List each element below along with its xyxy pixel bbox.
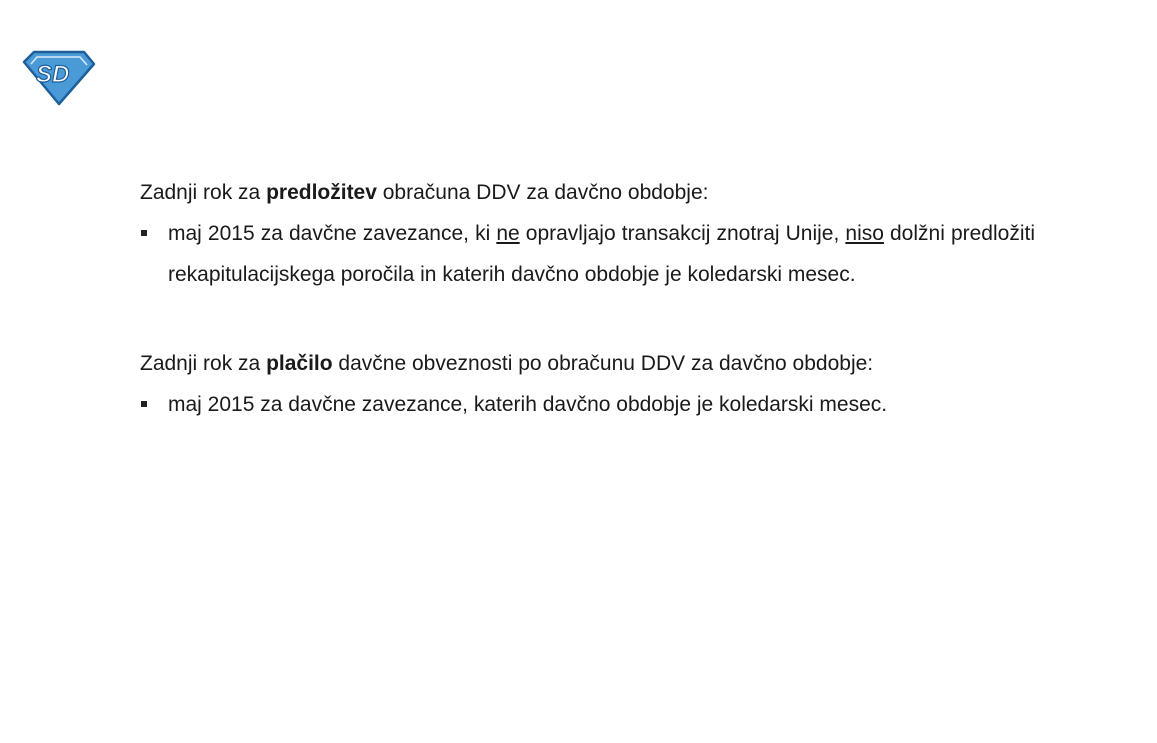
bullet-marker (141, 401, 147, 407)
company-logo (22, 48, 96, 106)
submission-list (140, 213, 1035, 295)
list-item: maj 2015 za davčne zavezance, katerih davčno obdobje je koledarski mesec. (140, 384, 1035, 425)
payment-list (140, 384, 1035, 425)
logo-text: SD (36, 61, 70, 88)
deadline-submission-heading: Zadnji rok za predložitev obračuna DDV za davčno obdobje: (140, 181, 709, 204)
document-body (140, 176, 1035, 425)
bullet-marker (141, 230, 147, 236)
deadline-payment-heading: Zadnji rok za plačilo davčne obveznosti po obračunu DDV za davčno obdobje: (140, 352, 874, 375)
list-item: maj 2015 za davčne zavezance, ki ne opravljajo transakcij znotraj Unije, niso dolžni predložiti rekapitulacijskega poročila in katerih davčno obdobje je koledarski mesec. (140, 213, 1035, 295)
